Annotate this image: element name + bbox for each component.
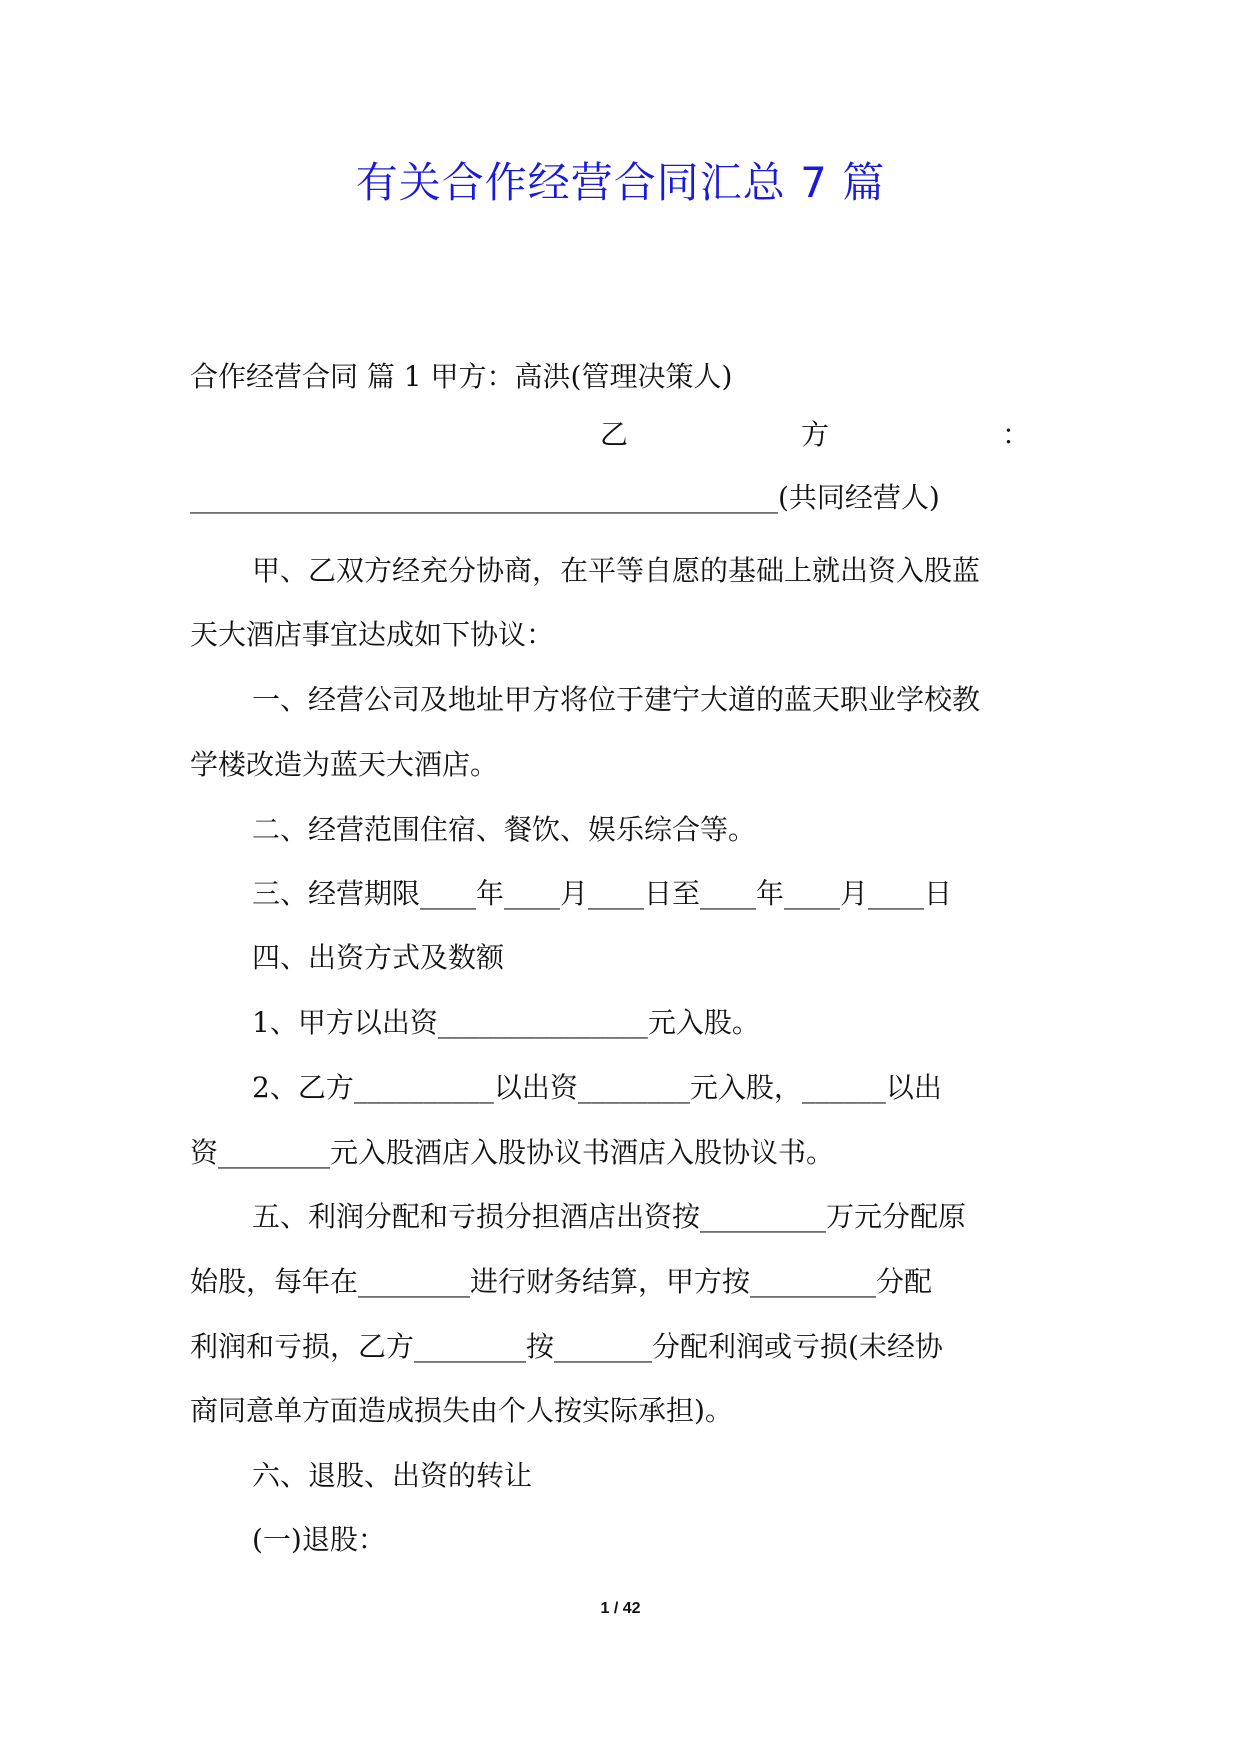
party-b-blank-line: __________________________________________(共同经营人) <box>190 481 940 514</box>
clause-line: 一、经营公司及地址甲方将位于建宁大道的蓝天职业学校教 <box>252 683 981 716</box>
party-b-char-2: 方 <box>800 418 829 451</box>
clause-line: 商同意单方面造成损失由个人按实际承担)。 <box>190 1394 733 1427</box>
clause-line: 四、出资方式及数额 <box>252 941 505 974</box>
clause-line: 学楼改造为蓝天大酒店。 <box>190 748 499 781</box>
paragraph-line: 天大酒店事宜达成如下协议： <box>190 618 555 651</box>
clause-line: 利润和亏损，乙方________按_______分配利润或亏损(未经协 <box>190 1330 943 1363</box>
party-b-line <box>600 415 1030 455</box>
clause-line: (一)退股： <box>252 1523 386 1556</box>
clause-line: 二、经营范围住宿、餐饮、娱乐综合等。 <box>252 813 757 846</box>
contract-heading-line: 合作经营合同 篇 1 甲方：高洪(管理决策人) <box>190 360 733 393</box>
document-title: 有关合作经营合同汇总 7 篇 <box>355 158 886 207</box>
clause-line: 1、甲方以出资_______________元入股。 <box>252 1006 760 1039</box>
paragraph-line: 甲、乙双方经充分协商，在平等自愿的基础上就出资入股蓝 <box>252 554 981 587</box>
clause-line: 资________元入股酒店入股协议书酒店入股协议书。 <box>190 1136 835 1169</box>
clause-line: 始股，每年在________进行财务结算，甲方按_________分配 <box>190 1265 933 1298</box>
party-b-colon: ： <box>1001 418 1030 451</box>
clause-line: 六、退股、出资的转让 <box>252 1459 533 1492</box>
clause-line: 五、利润分配和亏损分担酒店出资按_________万元分配原 <box>252 1200 967 1233</box>
party-b-char-1: 乙 <box>600 418 629 451</box>
clause-line: 2、乙方__________以出资________元入股，______以出 <box>252 1071 942 1104</box>
page-number: 1 / 42 <box>600 1600 641 1617</box>
clause-line: 三、经营期限____年____月____日至____年____月____日 <box>252 877 953 910</box>
